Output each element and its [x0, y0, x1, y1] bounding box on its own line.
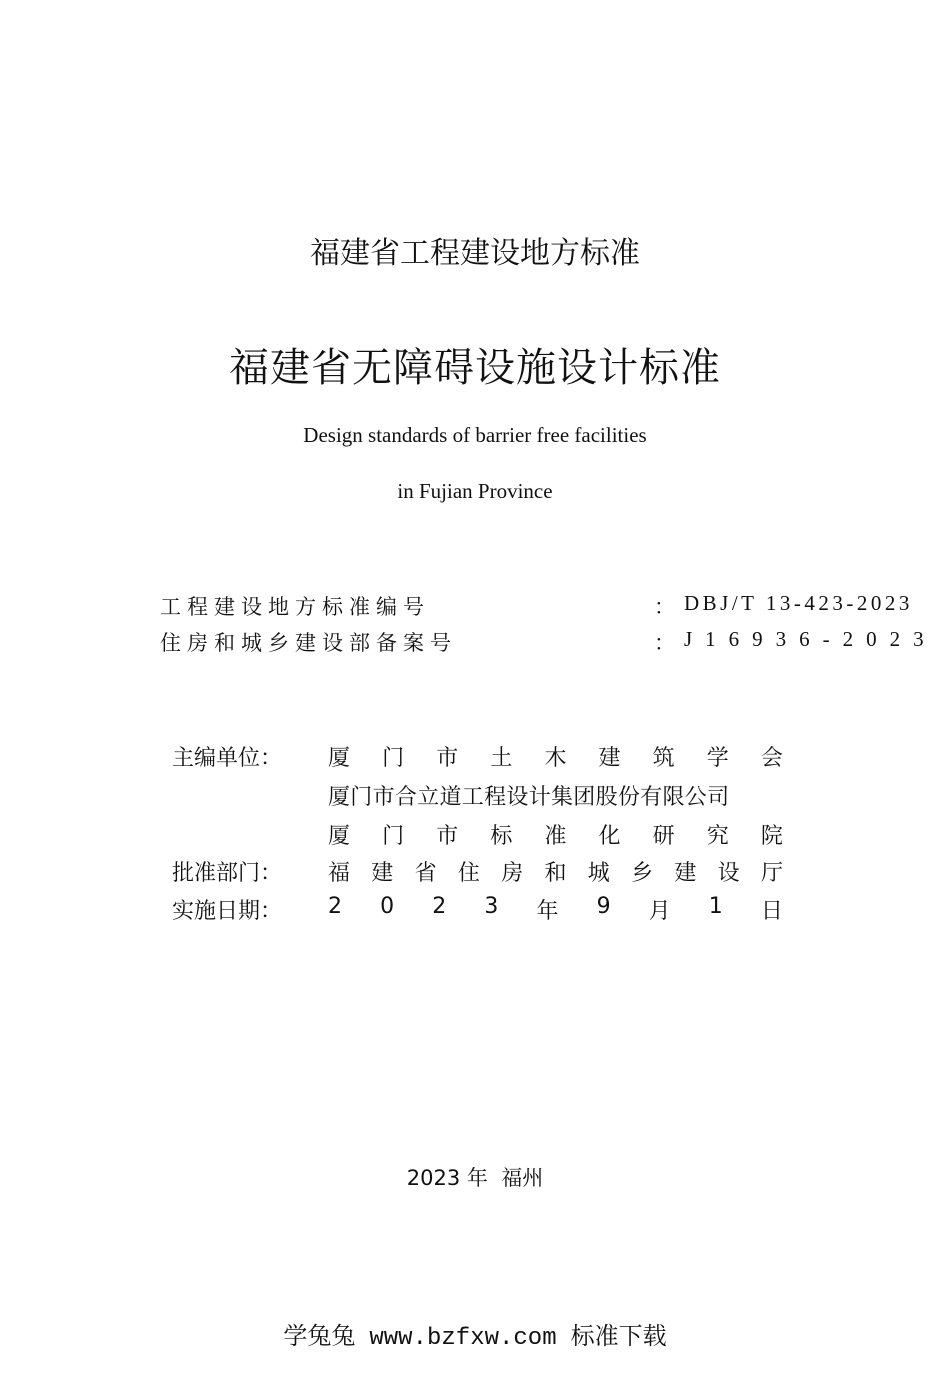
record-number-colon: ：: [654, 631, 675, 655]
publication-place-date: 2023 年 福州: [406, 1166, 544, 1190]
char: 建: [598, 746, 621, 771]
char: 房: [501, 861, 524, 886]
date-char: 0: [380, 894, 395, 919]
record-number-row: [160, 627, 937, 657]
char: 准: [544, 824, 567, 849]
record-number-value: J16936-2023: [684, 627, 937, 651]
date-char: 年: [536, 899, 559, 924]
approval-label: 批准部门：: [172, 861, 283, 886]
document-title: 福建省无障碍设施设计标准: [229, 345, 721, 391]
watermark-footer: [0, 1316, 950, 1352]
char: 门: [382, 824, 405, 849]
char: 厦: [328, 824, 351, 849]
english-title-line-1: Design standards of barrier free facilities: [303, 423, 647, 447]
char: 乡: [631, 861, 654, 886]
date-char: 2: [432, 894, 447, 919]
char: 城: [587, 861, 610, 886]
date-label: 实施日期：: [172, 899, 283, 924]
date-char: 月: [648, 899, 671, 924]
english-title-line-2: in Fujian Province: [397, 479, 553, 503]
editor-unit-3: [328, 819, 783, 850]
char: 研: [652, 824, 675, 849]
date-char: 1: [708, 894, 723, 919]
char: 化: [598, 824, 621, 849]
char: 门: [382, 746, 405, 771]
standard-number-row: [160, 591, 913, 621]
date-char: 3: [484, 894, 499, 919]
char: 市: [436, 824, 459, 849]
date-char: 9: [596, 894, 611, 919]
char: 院: [760, 824, 783, 849]
footer-url[interactable]: www.bzfxw.com: [369, 1325, 557, 1352]
char: 筑: [652, 746, 675, 771]
date-char: 2: [328, 894, 342, 919]
editor-unit-2: 厦门市合立道工程设计集团股份有限公司: [328, 785, 730, 810]
approval-department: [328, 856, 783, 887]
char: 木: [544, 746, 567, 771]
char: 省: [414, 861, 437, 886]
editor-label: 主编单位：: [172, 746, 283, 771]
footer-download-text: 标准下载: [570, 1322, 667, 1350]
char: 建: [674, 861, 697, 886]
char: 住: [457, 861, 480, 886]
implementation-date: [328, 894, 783, 925]
editor-unit-1: [328, 741, 783, 772]
char: 市: [436, 746, 459, 771]
char: 建: [371, 861, 394, 886]
char: 会: [760, 746, 783, 771]
char: 厦: [328, 746, 351, 771]
record-number-label: 住房和城乡建设部备案号: [160, 631, 457, 655]
standard-number-value: DBJ/T 13-423-2023: [684, 591, 913, 615]
char: 福: [328, 861, 351, 886]
char: 究: [706, 824, 729, 849]
footer-site-name: 学兔兔: [283, 1322, 356, 1350]
standard-number-colon: ：: [654, 595, 675, 619]
char: 土: [490, 746, 513, 771]
char: 标: [490, 824, 513, 849]
char: 和: [544, 861, 567, 886]
char: 厅: [760, 861, 783, 886]
standard-number-label: 工程建设地方标准编号: [160, 595, 430, 619]
char: 设: [717, 861, 740, 886]
date-char: 日: [760, 899, 783, 924]
standard-series: 福建省工程建设地方标准: [310, 236, 640, 271]
char: 学: [706, 746, 729, 771]
